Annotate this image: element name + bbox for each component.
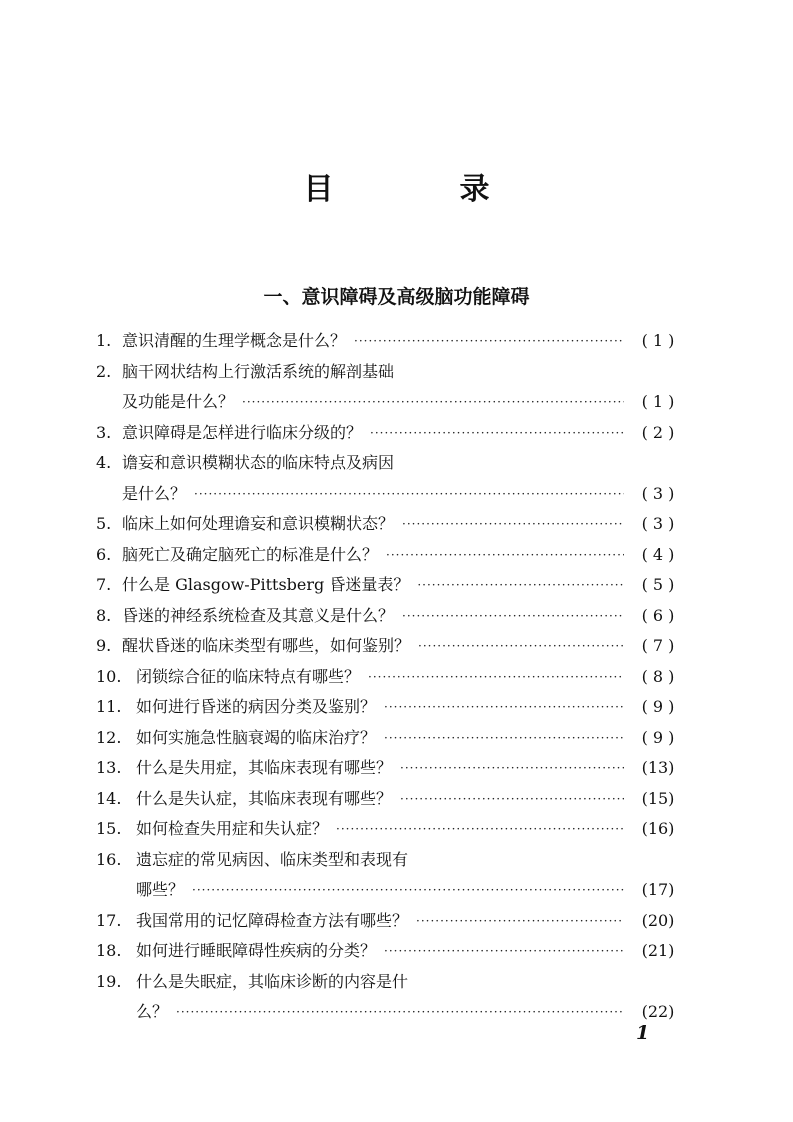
entry-page: ( 3 ) (641, 483, 675, 503)
entry-number: 18. (96, 941, 122, 960)
leader-dots (402, 601, 624, 632)
page-title: 目 录 (303, 172, 538, 207)
toc-entry (96, 418, 686, 449)
entry-number: 2. (96, 361, 112, 381)
toc-entry (96, 845, 686, 906)
leader-dots (354, 326, 624, 357)
entry-page: ( 8 ) (641, 666, 675, 686)
leader-dots (384, 692, 624, 723)
toc-entry (96, 662, 686, 693)
entry-title: 醒状昏迷的临床类型有哪些，如何鉴别？ (122, 636, 411, 655)
entry-number: 19. (96, 971, 122, 991)
entry-title: 脑死亡及确定脑死亡的标准是什么？ (122, 544, 379, 564)
entry-page: ( 7 ) (641, 636, 675, 655)
entry-number: 5. (96, 514, 112, 533)
leader-dots (384, 936, 624, 967)
leader-dots (176, 997, 624, 1028)
entry-title: 什么是失眠症，其临床诊断的内容是什 (136, 971, 409, 991)
table-of-contents (96, 326, 686, 1028)
entry-number: 12. (96, 727, 122, 747)
entry-number: 10. (96, 666, 122, 686)
toc-entry (96, 814, 686, 845)
leader-dots (418, 631, 624, 662)
entry-title: 脑干网状结构上行激活系统的解剖基础 (122, 361, 395, 381)
entry-number: 14. (96, 788, 122, 808)
leader-dots (194, 479, 624, 510)
leader-dots (400, 784, 624, 815)
leader-dots (416, 906, 624, 937)
leader-dots (400, 753, 624, 784)
entry-number: 17. (96, 910, 122, 930)
toc-entry (96, 906, 686, 937)
leader-dots (402, 509, 624, 540)
entry-number: 16. (96, 849, 122, 869)
entry-title: 遗忘症的常见病因、临床类型和表现有 (136, 849, 409, 869)
entry-page: ( 1 ) (641, 392, 675, 411)
entry-page: ( 6 ) (641, 605, 675, 625)
toc-entry (96, 570, 686, 601)
entry-title: 意识障碍是怎样进行临床分级的？ (122, 422, 363, 442)
leader-dots (384, 723, 624, 754)
toc-entry (96, 326, 686, 357)
toc-entry (96, 540, 686, 571)
entry-page: ( 3 ) (641, 514, 675, 533)
entry-number: 3. (96, 422, 112, 442)
entry-page: (13) (641, 758, 675, 777)
entry-title: 什么是失认症，其临床表现有哪些？ (136, 788, 393, 808)
entry-number: 15. (96, 819, 122, 838)
entry-title: 我国常用的记忆障碍检查方法有哪些？ (136, 910, 409, 930)
entry-title: 如何实施急性脑衰竭的临床治疗？ (136, 727, 377, 747)
toc-entry (96, 936, 686, 967)
toc-entry (96, 509, 686, 540)
toc-entry (96, 753, 686, 784)
toc-entry (96, 357, 686, 418)
leader-dots (368, 662, 624, 693)
entry-title: 如何进行睡眠障碍性疾病的分类？ (136, 941, 377, 960)
entry-title-continued: 哪些？ (136, 880, 185, 899)
entry-number: 4. (96, 453, 112, 472)
entry-title-continued: 及功能是什么？ (122, 392, 235, 411)
entry-number: 8. (96, 605, 112, 625)
entry-title: 昏迷的神经系统检查及其意义是什么？ (122, 605, 395, 625)
entry-title-continued: 么？ (136, 1002, 169, 1021)
entry-page: ( 9 ) (641, 727, 675, 747)
entry-number: 11. (96, 697, 122, 716)
entry-page: ( 1 ) (641, 331, 675, 350)
entry-page: (15) (641, 788, 675, 808)
entry-page: (20) (641, 910, 675, 930)
toc-entry (96, 967, 686, 1028)
entry-number: 7. (96, 575, 112, 594)
entry-title: 闭锁综合征的临床特点有哪些？ (136, 666, 361, 686)
entry-number: 6. (96, 544, 112, 564)
entry-title-continued: 是什么？ (122, 483, 187, 503)
entry-number: 9. (96, 636, 112, 655)
leader-dots (370, 418, 624, 449)
entry-page: (21) (641, 941, 675, 960)
leader-dots (386, 540, 624, 571)
toc-entry (96, 601, 686, 632)
entry-title: 什么是失用症，其临床表现有哪些？ (136, 758, 393, 777)
entry-page: ( 9 ) (641, 697, 675, 716)
entry-page: ( 2 ) (641, 422, 675, 442)
entry-page: (17) (641, 880, 675, 899)
toc-entry (96, 723, 686, 754)
entry-title: 谵妄和意识模糊状态的临床特点及病因 (122, 453, 395, 472)
entry-title: 临床上如何处理谵妄和意识模糊状态？ (122, 514, 395, 533)
entry-page: ( 4 ) (641, 544, 675, 564)
entry-number: 13. (96, 758, 122, 777)
leader-dots (242, 387, 624, 418)
leader-dots (336, 814, 624, 845)
entry-title: 如何检查失用症和失认症？ (136, 819, 329, 838)
leader-dots (192, 875, 624, 906)
entry-title: 什么是 Glasgow-Pittsberg 昏迷量表？ (122, 575, 410, 594)
toc-entry (96, 784, 686, 815)
entry-title: 如何进行昏迷的病因分类及鉴别？ (136, 697, 377, 716)
toc-entry (96, 631, 686, 662)
entry-page: ( 5 ) (641, 575, 675, 594)
entry-page: (16) (641, 819, 675, 838)
toc-entry (96, 692, 686, 723)
leader-dots (417, 570, 624, 601)
section-heading: 一、意识障碍及高级脑功能障碍 (263, 286, 530, 308)
page-number: 1 (636, 1022, 650, 1044)
toc-entry (96, 448, 686, 509)
entry-title: 意识清醒的生理学概念是什么？ (122, 331, 347, 350)
entry-number: 1. (96, 331, 112, 350)
entry-page: (22) (641, 1002, 675, 1021)
